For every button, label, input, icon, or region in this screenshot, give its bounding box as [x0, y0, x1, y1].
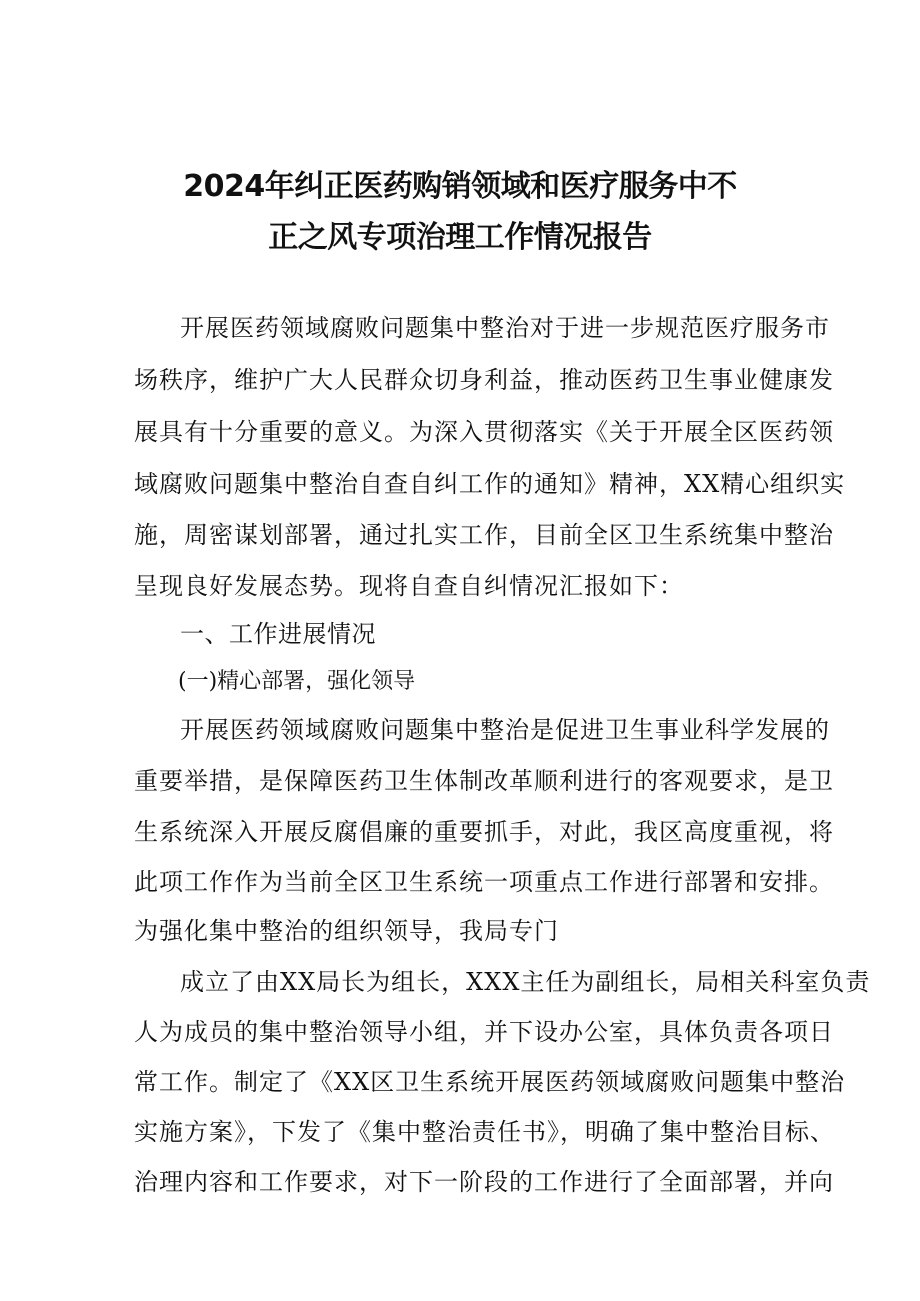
- subsection-heading: (一)精心部署，强化领导: [178, 669, 416, 694]
- sub-para1-line-5: 为强化集中整治的组织领导，我局专门: [134, 917, 559, 945]
- sub-para1-line-4: 此项工作作为当前全区卫生系统一项重点工作进行部署和安排。: [134, 868, 834, 896]
- intro-line-3: 展具有十分重要的意义。为深入贯彻落实《关于开展全区医药领: [134, 418, 834, 446]
- intro-line-6: 呈现良好发展态势。现将自查自纠情况汇报如下：: [134, 572, 684, 600]
- intro-line-1: 开展医药领域腐败问题集中整治对于进一步规范医疗服务市: [180, 314, 830, 342]
- intro-line-2: 场秩序，维护广大人民群众切身利益，推动医药卫生事业健康发: [134, 366, 834, 394]
- document-title-line-2: 正之风专项治理工作情况报告: [268, 220, 652, 255]
- document-title-line-1: 2024年纠正医药购销领域和医疗服务中不: [183, 169, 737, 204]
- sub-para1-line-1: 开展医药领域腐败问题集中整治是促进卫生事业科学发展的: [180, 716, 830, 744]
- sub-para2-line-4: 实施方案》，下发了《集中整治责任书》，明确了集中整治目标、: [134, 1118, 835, 1146]
- sub-para2-line-2: 人为成员的集中整治领导小组，并下设办公室，具体负责各项日: [134, 1018, 834, 1046]
- section-heading: 一、工作进展情况: [180, 620, 376, 648]
- sub-para2-line-1: 成立了由XX局长为组长，XXX主任为副组长，局相关科室负责: [180, 968, 871, 996]
- sub-para1-line-3: 生系统深入开展反腐倡廉的重要抓手，对此，我区高度重视，将: [134, 818, 834, 846]
- sub-para2-line-3: 常工作。制定了《XX区卫生系统开展医药领域腐败问题集中整治: [134, 1068, 846, 1096]
- sub-para1-line-2: 重要举措，是保障医药卫生体制改革顺利进行的客观要求，是卫: [134, 767, 834, 795]
- intro-line-5: 施，周密谋划部署，通过扎实工作，目前全区卫生系统集中整治: [134, 521, 834, 549]
- intro-line-4: 域腐败问题集中整治自查自纠工作的通知》精神，XX精心组织实: [134, 470, 846, 498]
- sub-para2-line-5: 治理内容和工作要求，对下一阶段的工作进行了全面部署，并向: [134, 1168, 834, 1196]
